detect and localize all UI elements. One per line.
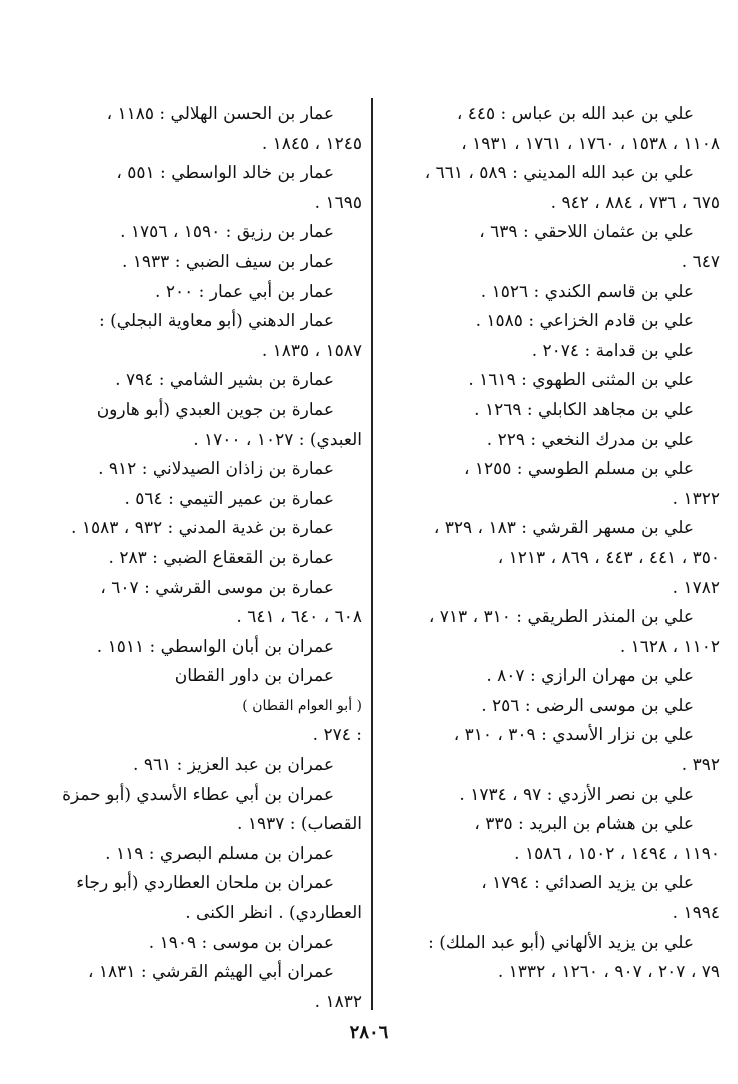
index-entry (376, 514, 720, 603)
entry-line: علي بن المنذر الطريقي : ٣١٠ ، ٧١٣ ، (428, 607, 694, 628)
entry-line: علي بن قادم الخزاعي : ١٥٨٥ . (475, 311, 694, 332)
entry-line: عمران بن مسلم البصري : ١١٩ . (105, 843, 334, 864)
entry-line: عمران بن ملحان العطاردي (أبو رجاء (76, 873, 334, 894)
entry-line: عمار الدهني (أبو معاوية البجلي) : (98, 311, 334, 332)
index-entry (92, 574, 362, 633)
entry-line: علي بن مهران الرازي : ٨٠٧ . (486, 666, 694, 687)
entry-line: علي بن مسهر القرشي : ١٨٣ ، ٣٢٩ ، (433, 518, 694, 539)
index-entry (92, 633, 362, 663)
entry-line: ١٩٩٤ . (672, 903, 720, 924)
index-entry (376, 307, 720, 337)
entry-line: ٦٧٥ ، ٧٣٦ ، ٨٨٤ ، ٩٤٢ . (550, 192, 720, 213)
entry-line: ٦٤٧ . (681, 251, 720, 272)
entry-line: علي بن يزيد الصدائي : ١٧٩٤ ، (481, 873, 694, 894)
entry-line: عمار بن رزيق : ١٥٩٠ ، ١٧٥٦ . (120, 222, 334, 243)
entry-line: عمارة بن جوين العبدي (أبو هارون (96, 399, 334, 420)
index-entry (92, 662, 362, 751)
index-entry (92, 485, 362, 515)
index-entry (92, 366, 362, 396)
index-entry (376, 455, 720, 514)
entry-line: ٣٩٢ . (681, 755, 720, 776)
index-entry (376, 396, 720, 426)
entry-line: العطاردي) . انظر الكنى . (185, 903, 362, 924)
entry-line: عمران أبي الهيثم القرشي : ١٨٣١ ، (88, 962, 334, 983)
index-entry (92, 396, 362, 455)
entry-line: ١١٠٨ ، ١٥٣٨ ، ١٧٦٠ ، ١٧٦١ ، ١٩٣١ ، (461, 133, 720, 154)
entry-line: علي بن المثنى الطهوي : ١٦١٩ . (468, 370, 694, 391)
entry-line: ( أبو العوام القطان ) (242, 697, 362, 714)
entry-line: عمران بن موسى : ١٩٠٩ . (148, 932, 334, 953)
entry-line: : ٢٧٤ . (312, 725, 362, 746)
entry-line: عمارة بن القعقاع الضبي : ٢٨٣ . (108, 547, 334, 568)
entry-line: العبدي) : ١٠٢٧ ، ١٧٠٠ . (193, 429, 362, 450)
entry-line: عمار بن أبي عمار : ٢٠٠ . (155, 281, 334, 302)
entry-line: علي بن نزار الأسدي : ٣٠٩ ، ٣١٠ ، (453, 725, 694, 746)
index-entry (92, 218, 362, 248)
entry-line: عمران بن أبي عطاء الأسدي (أبو حمزة (62, 784, 334, 805)
entry-line: ١٥٨٧ ، ١٨٣٥ . (261, 340, 362, 361)
index-entry (92, 544, 362, 574)
entry-line: علي بن قدامة : ٢٠٧٤ . (531, 340, 694, 361)
entry-line: ١٧٨٢ . (672, 577, 720, 598)
index-entry (376, 159, 720, 218)
entry-line: عمران بن داور القطان (174, 666, 334, 687)
entry-line: علي بن عثمان اللاحقي : ٦٣٩ ، (479, 222, 694, 243)
index-entry (92, 307, 362, 366)
entry-line: ٣٥٠ ، ٤٤١ ، ٤٤٣ ، ٨٦٩ ، ١٢١٣ ، (497, 547, 720, 568)
entry-line: ١٦٩٥ . (314, 192, 362, 213)
entry-line: ٧٩ ، ٢٠٧ ، ٩٠٧ ، ١٢٦٠ ، ١٣٣٢ . (497, 962, 720, 983)
index-entry (376, 603, 720, 662)
index-entry (376, 337, 720, 367)
index-entry (92, 159, 362, 218)
index-entry (376, 100, 720, 159)
page-number: ٢٨٠٦ (349, 1022, 389, 1043)
index-entry (92, 751, 362, 781)
entry-line: ١١٩٠ ، ١٤٩٤ ، ١٥٠٢ ، ١٥٨٦ . (514, 843, 720, 864)
index-column-right (376, 100, 720, 988)
entry-line: ١١٠٢ ، ١٦٢٨ . (619, 636, 720, 657)
index-entry (376, 218, 720, 277)
index-entry (376, 278, 720, 308)
entry-line: عمار بن خالد الواسطي : ٥٥١ ، (116, 163, 334, 184)
entry-line: عمارة بن غدية المدني : ٩٣٢ ، ١٥٨٣ . (71, 518, 334, 539)
index-entry (376, 781, 720, 811)
index-entry (376, 869, 720, 928)
entry-line: علي بن يزيد الألهاني (أبو عبد الملك) : (428, 932, 694, 953)
index-entry (376, 366, 720, 396)
entry-line: عمارة بن بشير الشامي : ٧٩٤ . (115, 370, 334, 391)
entry-line: عمارة بن عمير التيمي : ٥٦٤ . (124, 488, 334, 509)
index-entry (376, 929, 720, 988)
entry-line: علي بن هشام بن البريد : ٣٣٥ ، (474, 814, 694, 835)
entry-line: عمارة بن موسى القرشي : ٦٠٧ ، (100, 577, 334, 598)
entry-line: علي بن مدرك النخعي : ٢٢٩ . (486, 429, 694, 450)
index-entry (88, 958, 362, 1017)
entry-line: عمارة بن زاذان الصيدلاني : ٩١٢ . (98, 459, 334, 480)
entry-line: علي بن مجاهد الكابلي : ١٢٦٩ . (474, 399, 694, 420)
index-entry (376, 810, 720, 869)
entry-line: ١٨٣٢ . (314, 991, 362, 1012)
index-entry (376, 721, 720, 780)
entry-line: علي بن قاسم الكندي : ١٥٢٦ . (480, 281, 694, 302)
entry-line: ١٣٢٢ . (672, 488, 720, 509)
entry-line: عمران بن عبد العزيز : ٩٦١ . (133, 755, 334, 776)
entry-line: عمار بن الحسن الهلالي : ١١٨٥ ، (106, 104, 334, 124)
entry-line: علي بن موسى الرضى : ٢٥٦ . (481, 695, 694, 716)
index-entry (376, 662, 720, 692)
entry-line: علي بن عبد الله المديني : ٥٨٩ ، ٦٦١ ، (424, 163, 694, 184)
index-entry (62, 781, 362, 840)
entry-line: علي بن مسلم الطوسي : ١٢٥٥ ، (463, 459, 694, 480)
index-entry (92, 248, 362, 278)
index-entry (376, 426, 720, 456)
index-entry (92, 278, 362, 308)
entry-line: ١٢٤٥ ، ١٨٤٥ . (261, 133, 362, 154)
index-entry (71, 514, 362, 544)
index-column-left (62, 100, 362, 1017)
entry-line: عمار بن سيف الضبي : ١٩٣٣ . (121, 251, 334, 272)
index-entry (92, 840, 362, 870)
entry-line: ٦٠٨ ، ٦٤٠ ، ٦٤١ . (236, 607, 362, 628)
entry-line: علي بن نصر الأزدي : ٩٧ ، ١٧٣٤ . (459, 784, 694, 805)
entry-line: علي بن عبد الله بن عباس : ٤٤٥ ، (456, 104, 694, 124)
column-divider (371, 98, 373, 1010)
index-entry (76, 869, 362, 928)
index-entry (92, 100, 362, 159)
index-entry (92, 929, 362, 959)
entry-line: القصاب) : ١٩٣٧ . (237, 814, 362, 835)
entry-line: عمران بن أبان الواسطي : ١٥١١ . (96, 636, 334, 657)
index-entry (376, 692, 720, 722)
index-entry (92, 455, 362, 485)
